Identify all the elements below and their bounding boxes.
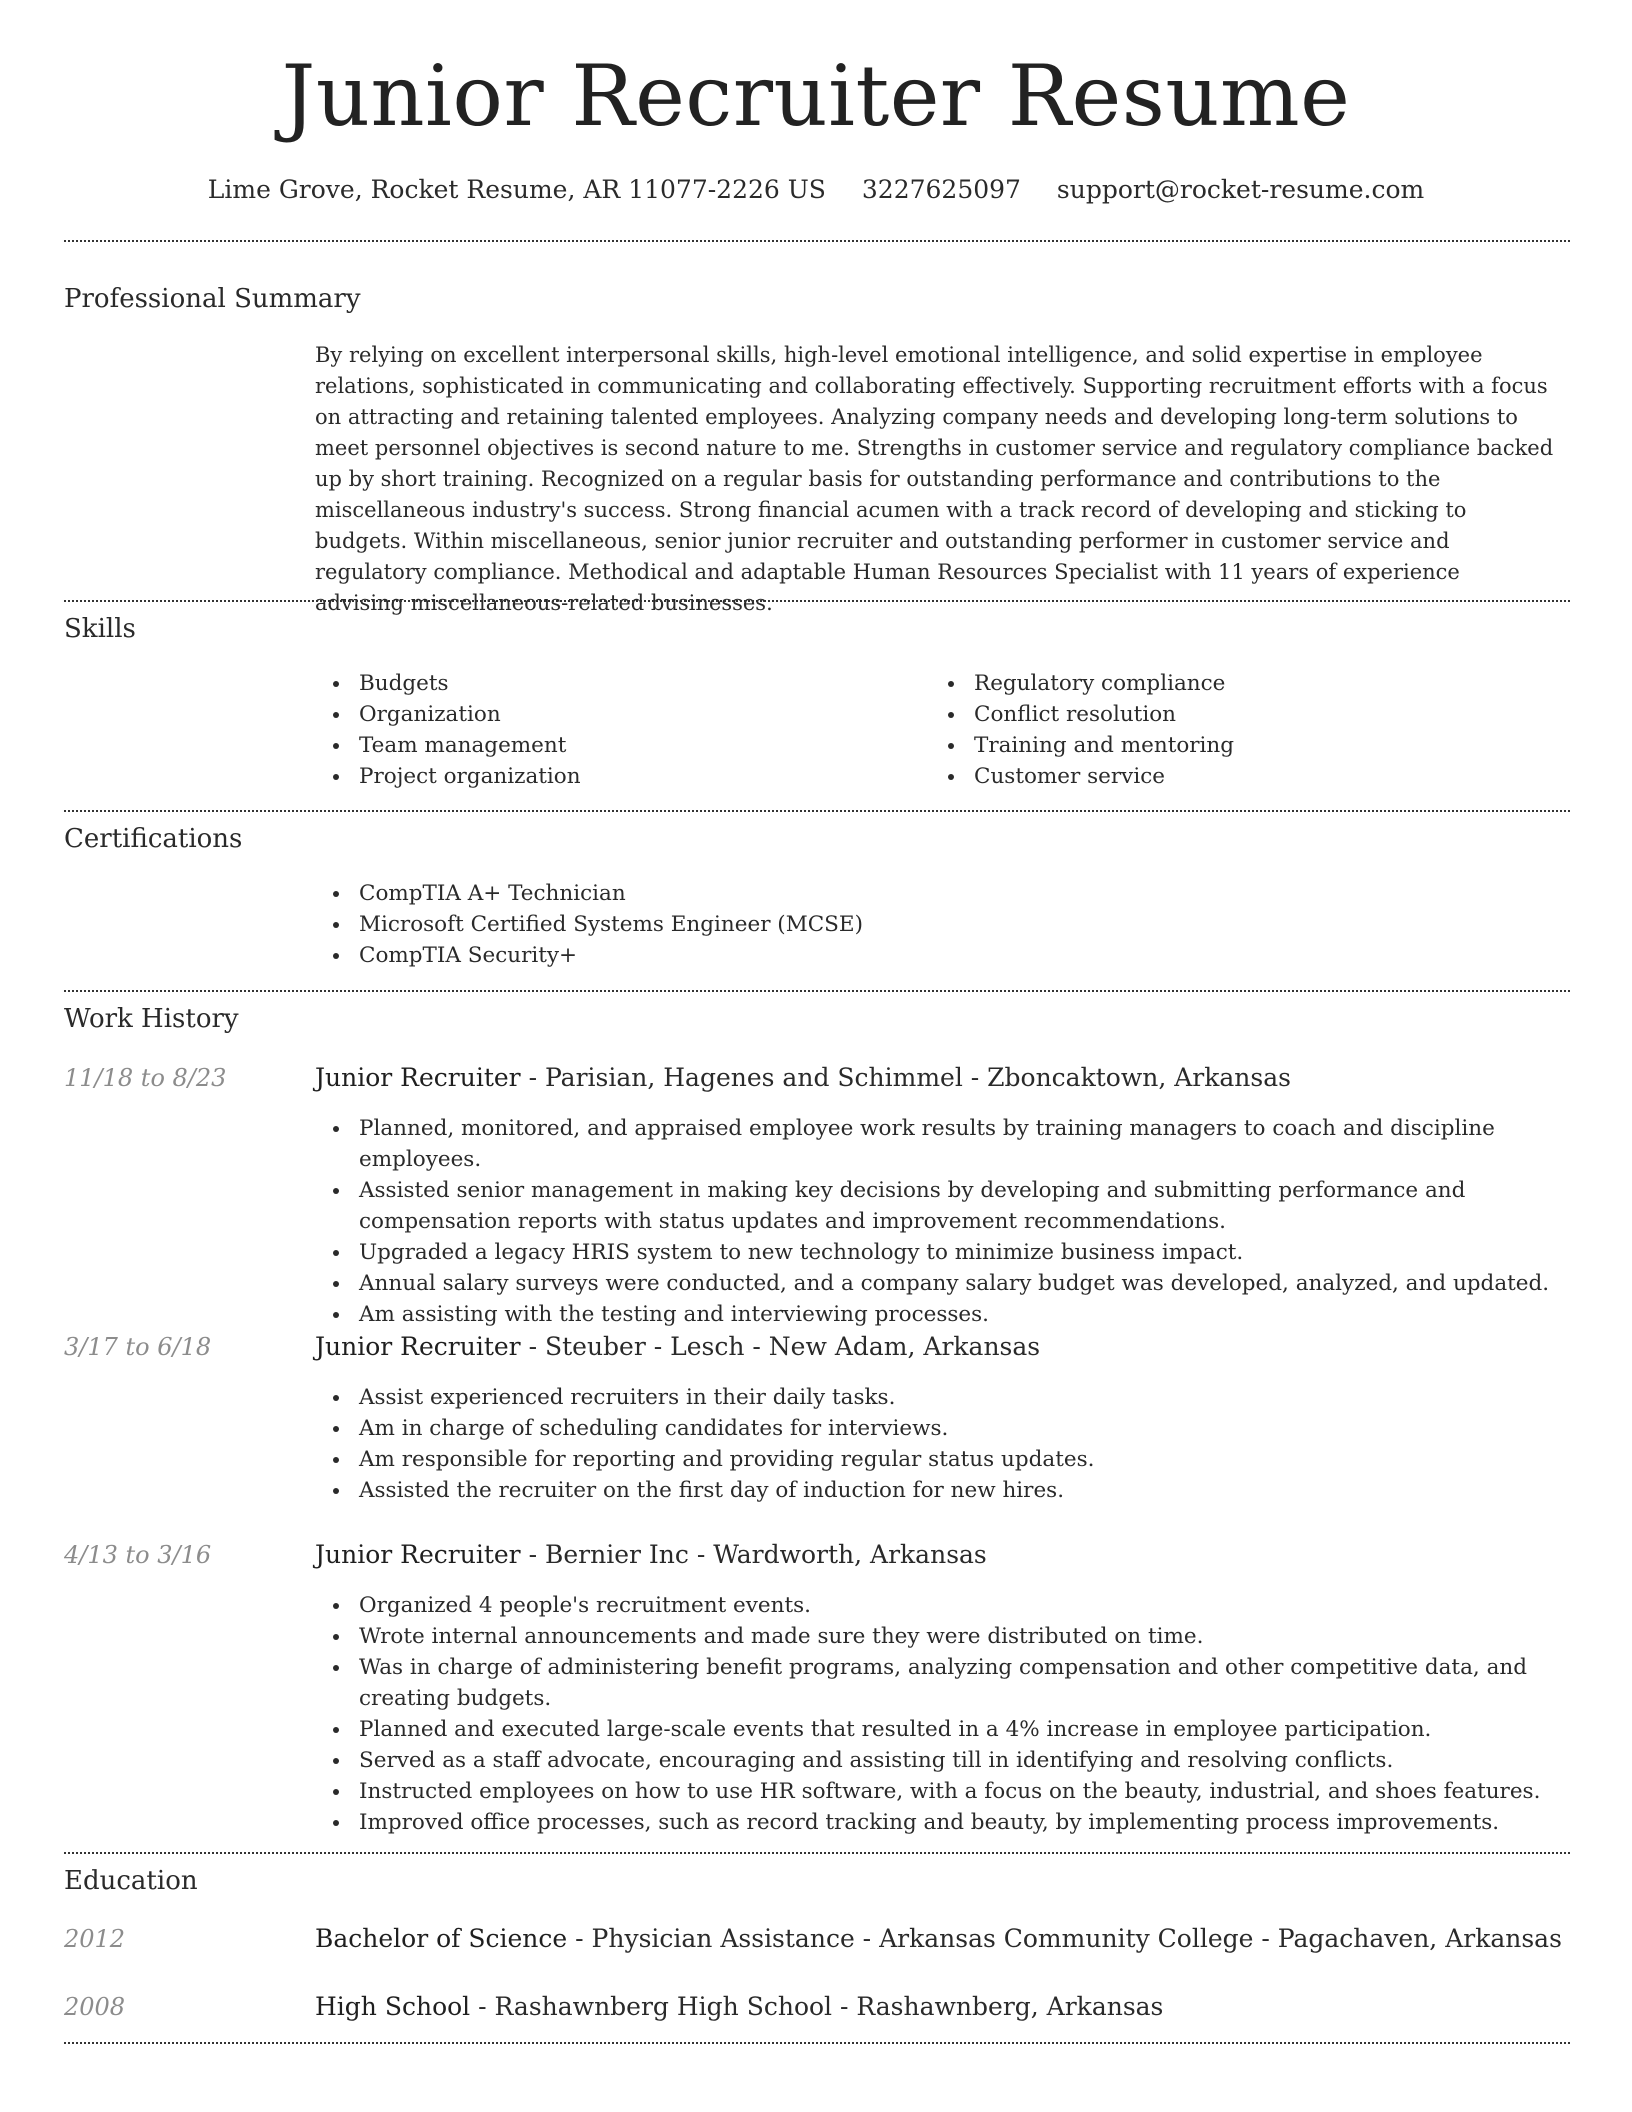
divider [64,810,1570,812]
certifications-list [315,878,1559,971]
skill-item: Regulatory compliance [974,668,1534,699]
job-dates: 3/17 to 6/18 [64,1333,212,1361]
divider [64,240,1570,242]
job-bullet: Assisted the recruiter on the first day of induction for new hires. [359,1475,1599,1506]
job-title [315,1538,987,1572]
skill-item: Customer service [974,761,1534,792]
job-title [315,1330,1040,1364]
skill-item: Conflict resolution [974,699,1534,730]
job-employer: - Parisian, Hagenes and Schimmel - Zboncaktown, Arkansas [520,1063,1291,1092]
education-year: 2012 [64,1925,126,1953]
job-bullet: Planned and executed large-scale events that resulted in a 4% increase in employee participation. [359,1714,1599,1745]
job-bullet: Organized 4 people's recruitment events. [359,1590,1599,1621]
contact-email: support@rocket-resume.com [1056,175,1425,204]
contact-address: Lime Grove, Rocket Resume, AR 11077-2226 US [207,175,826,204]
divider [64,990,1570,992]
contact-phone: 3227625097 [861,175,1021,204]
job-bullets [315,1113,1599,1330]
skill-item: Organization [359,699,919,730]
job-role: Junior Recruiter [315,1540,521,1569]
job-bullet: Planned, monitored, and appraised employee work results by training managers to coach and discipline employees. [359,1113,1599,1175]
certification-item: CompTIA A+ Technician [359,878,1559,909]
job-dates: 4/13 to 3/16 [64,1541,212,1569]
job-bullet: Assist experienced recruiters in their daily tasks. [359,1382,1599,1413]
education-degree: Bachelor of Science [315,1924,568,1953]
job-bullets [315,1590,1599,1838]
education-year: 2008 [64,1993,126,2021]
skill-item: Team management [359,730,919,761]
job-dates: 11/18 to 8/23 [64,1064,227,1092]
job-bullet: Assisted senior management in making key decisions by developing and submitting performance and compensation reports with status updates and improvement recommendations. [359,1175,1599,1237]
summary-text: By relying on excellent interpersonal skills, high-level emotional intelligence, and solid expertise in employee relations, sophisticated in communicating and collaborating effectively. Supporting recruitment efforts with a focus on attracting and retaining talented employees. Analyzing company needs and developing long-term solutions to meet personnel objectives is second nature to me. Strengths in customer service and regulatory compliance backed up by short training. Recognized on a regular basis for outstanding performance and contributions to the miscellaneous industry's success. Strong financial acumen with a track record of developing and sticking to budgets. Within miscellaneous, senior junior recruiter and outstanding performer in customer service and regulatory compliance. Methodical and adaptable Human Resources Specialist with 11 years of experience advising miscellaneous-related businesses. [315,343,1554,615]
job-employer: - Bernier Inc - Wardworth, Arkansas [520,1540,987,1569]
job-bullet: Am assisting with the testing and interviewing processes. [359,1299,1599,1330]
skill-item: Budgets [359,668,919,699]
divider [64,600,1570,602]
education-entry [315,1990,1163,2024]
job-role: Junior Recruiter [315,1063,521,1092]
contact-line [0,170,1632,210]
education-degree: High School [315,1992,471,2021]
divider [64,2042,1570,2044]
education-school: - Rashawnberg High School - Rashawnberg, Arkansas [470,1992,1164,2021]
skills-list-left [315,668,919,792]
job-bullet: Wrote internal announcements and made sure they were distributed on time. [359,1621,1599,1652]
job-bullet: Am in charge of scheduling candidates for interviews. [359,1413,1599,1444]
section-title-work: Work History [64,1004,239,1034]
job-role: Junior Recruiter [315,1332,521,1361]
job-employer: - Steuber - Lesch - New Adam, Arkansas [520,1332,1041,1361]
education-school: - Physician Assistance - Arkansas Community College - Pagachaven, Arkansas [567,1924,1562,1953]
resume-title: Junior Recruiter Resume [281,47,1351,145]
skill-item: Project organization [359,761,919,792]
job-bullet: Annual salary surveys were conducted, and a company salary budget was developed, analyzed, and updated. [359,1268,1599,1299]
section-title-certifications: Certifications [64,824,243,854]
job-bullet: Am responsible for reporting and providing regular status updates. [359,1444,1599,1475]
section-title-education: Education [64,1866,198,1896]
skill-item: Training and mentoring [974,730,1534,761]
job-bullet: Upgraded a legacy HRIS system to new technology to minimize business impact. [359,1237,1599,1268]
education-entry [315,1922,1562,1956]
job-bullet: Instructed employees on how to use HR software, with a focus on the beauty, industrial, and shoes features. [359,1776,1599,1807]
divider [64,1852,1570,1854]
job-bullet: Was in charge of administering benefit programs, analyzing compensation and other competitive data, and creating budgets. [359,1652,1599,1714]
job-bullets [315,1382,1599,1506]
certification-item: CompTIA Security+ [359,940,1559,971]
job-title [315,1061,1291,1095]
job-bullet: Improved office processes, such as record tracking and beauty, by implementing process improvements. [359,1807,1599,1838]
section-title-summary: Professional Summary [64,284,361,314]
skills-list-right [930,668,1534,792]
section-title-skills: Skills [64,614,136,644]
certification-item: Microsoft Certified Systems Engineer (MCSE) [359,909,1559,940]
job-bullet: Served as a staff advocate, encouraging and assisting till in identifying and resolving conflicts. [359,1745,1599,1776]
